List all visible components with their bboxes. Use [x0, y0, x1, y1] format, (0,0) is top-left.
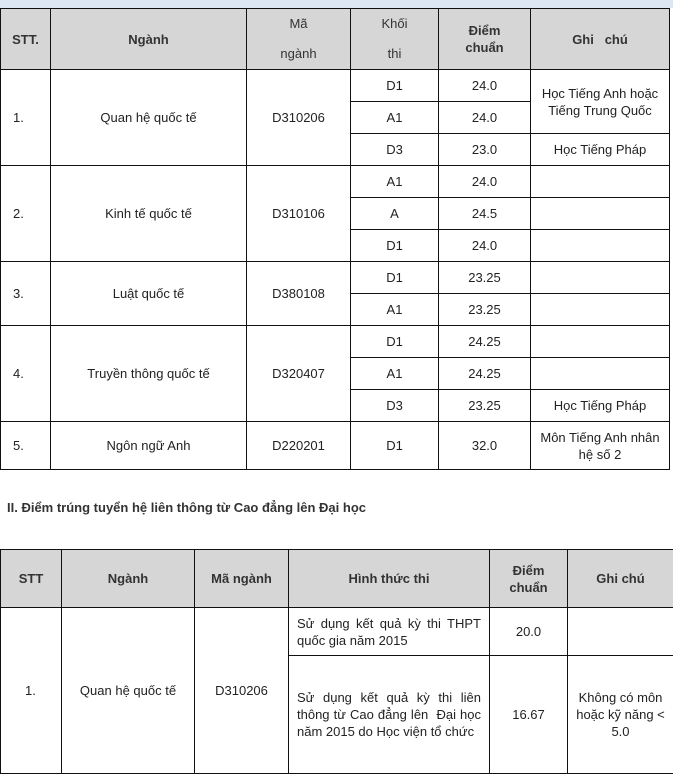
hinh-thuc-cell: Sử dụng kết quả kỳ thi liên thông từ Cao đẳng lên Đại học năm 2015 do Học viện tổ chức — [289, 656, 490, 774]
top-band — [0, 0, 673, 8]
diem-cell: 16.67 — [490, 656, 568, 774]
table-row — [1, 70, 670, 102]
nganh-cell: Kinh tế quốc tế — [51, 166, 247, 262]
diem-cell: 20.0 — [490, 608, 568, 656]
table-row — [1, 262, 670, 294]
note-cell — [531, 230, 670, 262]
ma-nganh-cell: D380108 — [247, 262, 351, 326]
header-ma-nganh-line1: Mã — [289, 16, 308, 31]
diem-cell: 32.0 — [439, 422, 531, 470]
section-heading: II. Điểm trúng tuyển hệ liên thông từ Cao đẳng lên Đại học — [7, 500, 366, 515]
table-row — [1, 166, 670, 198]
diem-cell: 24.0 — [439, 70, 531, 102]
note-cell — [568, 608, 673, 656]
khoi-cell: A1 — [351, 294, 439, 326]
note-cell — [531, 326, 670, 358]
khoi-cell: A1 — [351, 358, 439, 390]
note-cell: Học Tiếng Anh hoặc Tiếng Trung Quốc — [531, 70, 670, 134]
khoi-cell: A1 — [351, 166, 439, 198]
note-cell: Môn Tiếng Anh nhân hệ số 2 — [531, 422, 670, 470]
table-row — [1, 326, 670, 358]
table-row — [1, 608, 673, 656]
diem-cell: 24.0 — [439, 166, 531, 198]
note-cell — [531, 198, 670, 230]
header-ma-nganh: Mã ngành — [195, 550, 289, 608]
note-cell: Học Tiếng Pháp — [531, 390, 670, 422]
diem-cell: 24.25 — [439, 326, 531, 358]
header-nganh: Ngành — [62, 550, 195, 608]
khoi-cell: D1 — [351, 70, 439, 102]
header-ghi-chu: Ghi chú — [568, 550, 673, 608]
header-ma-nganh — [247, 9, 351, 70]
table-header-row — [1, 550, 673, 608]
khoi-cell: D1 — [351, 230, 439, 262]
nganh-cell: Luật quốc tế — [51, 262, 247, 326]
header-khoi-thi — [351, 9, 439, 70]
header-hinh-thuc-thi: Hình thức thi — [289, 550, 490, 608]
note-cell — [531, 262, 670, 294]
stt-cell: 3. — [1, 262, 51, 326]
nganh-cell: Quan hệ quốc tế — [62, 608, 195, 774]
header-diem-chuan-line2: chuẩn — [465, 40, 504, 55]
hinh-thuc-cell: Sử dụng kết quả kỳ thi THPT quốc gia năm 2015 — [289, 608, 490, 656]
stt-cell: 1. — [1, 608, 62, 774]
khoi-cell: D3 — [351, 134, 439, 166]
stt-cell: 1. — [1, 70, 51, 166]
ma-nganh-cell: D310106 — [247, 166, 351, 262]
nganh-cell: Quan hệ quốc tế — [51, 70, 247, 166]
ma-nganh-cell: D320407 — [247, 326, 351, 422]
diem-cell: 23.0 — [439, 134, 531, 166]
header-diem-chuan-line1: Điểm — [468, 23, 501, 38]
header-stt: STT — [1, 550, 62, 608]
note-cell: Học Tiếng Pháp — [531, 134, 670, 166]
khoi-cell: D3 — [351, 390, 439, 422]
note-cell — [531, 294, 670, 326]
header-nganh: Ngành — [51, 9, 247, 70]
diem-cell: 24.0 — [439, 230, 531, 262]
khoi-cell: D1 — [351, 326, 439, 358]
ma-nganh-cell: D310206 — [247, 70, 351, 166]
header-ma-nganh-line2: ngành — [280, 46, 317, 61]
transfer-admission-table — [0, 549, 673, 774]
note-cell: Không có môn hoặc kỹ năng < 5.0 — [568, 656, 673, 774]
admission-score-table — [0, 8, 670, 470]
note-cell — [531, 358, 670, 390]
khoi-cell: D1 — [351, 422, 439, 470]
diem-cell: 23.25 — [439, 262, 531, 294]
stt-cell: 2. — [1, 166, 51, 262]
nganh-cell: Ngôn ngữ Anh — [51, 422, 247, 470]
header-stt: STT. — [1, 9, 51, 70]
khoi-cell: A — [351, 198, 439, 230]
ma-nganh-cell: D310206 — [195, 608, 289, 774]
header-diem-chuan — [439, 9, 531, 70]
header-diem-chuan-line1: Điểm — [512, 562, 545, 578]
khoi-cell: A1 — [351, 102, 439, 134]
note-cell — [531, 166, 670, 198]
ma-nganh-cell: D220201 — [247, 422, 351, 470]
diem-cell: 23.25 — [439, 390, 531, 422]
table-header-row — [1, 9, 670, 70]
table-row — [1, 422, 670, 470]
khoi-cell: D1 — [351, 262, 439, 294]
header-ghi-chu: Ghi chú — [531, 9, 670, 70]
header-diem-chuan-line2: chuẩn — [509, 579, 548, 595]
nganh-cell: Truyền thông quốc tế — [51, 326, 247, 422]
diem-cell: 24.25 — [439, 358, 531, 390]
diem-cell: 24.5 — [439, 198, 531, 230]
stt-cell: 5. — [1, 422, 51, 470]
diem-cell: 24.0 — [439, 102, 531, 134]
diem-cell: 23.25 — [439, 294, 531, 326]
header-diem-chuan — [490, 550, 568, 608]
stt-cell: 4. — [1, 326, 51, 422]
header-khoi-thi-line1: Khối — [381, 16, 408, 31]
header-khoi-thi-line2: thi — [387, 46, 402, 61]
